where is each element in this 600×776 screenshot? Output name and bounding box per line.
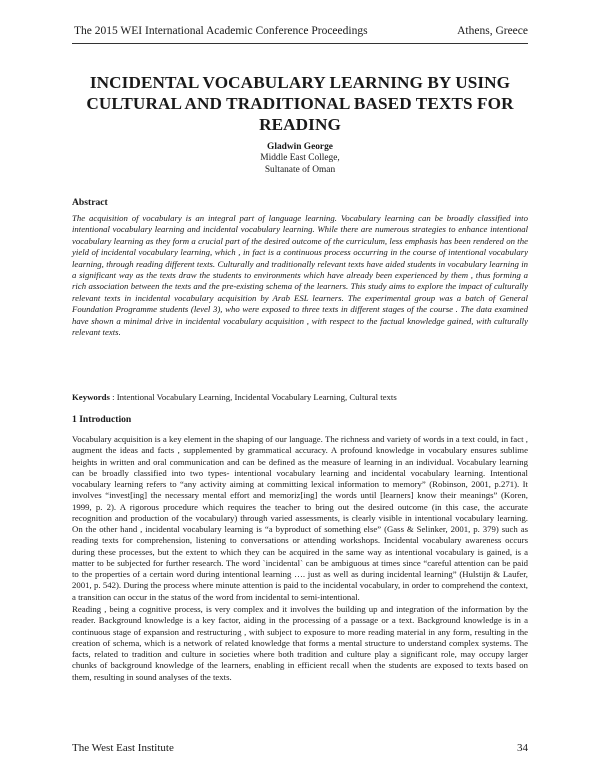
author-name: Gladwin George xyxy=(267,142,333,152)
paper-title: INCIDENTAL VOCABULARY LEARNING BY USING CULTURAL AND TRADITIONAL BASED TEXTS FOR READING xyxy=(86,73,514,134)
abstract-heading: Abstract xyxy=(72,197,108,208)
footer-publisher: The West East Institute xyxy=(72,742,174,754)
introduction-paragraph-2: Reading , being a cognitive process, is very complex and it involves the building up and integration of the information by the reader. Background knowledge is a key factor, aiding in the processing of a passage or a text. Background knowledge is in a continuous stage of expansion and restructuring , with subject to exposure to more reading material in any form, resulting in the creation of schema, which is a network of related knowledge that forms a mental structure to understand complex systems. The facts, related to tradition and culture in societies where both tradition and culture play a significant role, may occupy larger chunks of background knowledge of the learners, enabling in efficient recall when the students are exposed to texts based on them, resulting in sound analyses of the texts. xyxy=(72,604,528,682)
abstract-text: The acquisition of vocabulary is an integral part of language learning. Vocabulary learning can be broadly classified into intentional vocabulary learning and incidental vocabulary learning. While there are numerous strategies to enhance intentional vocabulary learning as they form a crucial part of the desired outcome of the curriculum, less emphasis has been rendered on the yield of incidental vocabulary learning, which , in fact is a continuous process occurring in the course of intentional vocabulary learning, through reading different texts. Culturally and traditionally relevant texts have aided students in vocabulary learning in a significant way as the texts draw the students to environments which have already been experienced by them , thus forming a rich association between the texts and the pre-existing schema of the learners. This study aims to explore the impact of culturally relevant texts in incidental vocabulary acquisition by Arab ESL learners. The experimental group was a batch of General Foundation Programme students (level 3), who were exposed to three texts in different stages of the course . The data examined have shown a minimal drive in incidental vocabulary acquisition , with respect to the factual knowledge gained, with culturally relevant texts. xyxy=(72,213,528,338)
introduction-paragraph-1: Vocabulary acquisition is a key element in the shaping of our language. The richness and variety of words in a text could, in fact , augment the ideas and facts , supplemented by grammatical accuracy. A profound knowledge in vocabulary ensures sublime heights in written and oral communication and can be defined as the measure of learning in an individual. Vocabulary learning can be broadly classified into two types- intentional vocabulary learning and incidental vocabulary learning. Intentional vocabulary learning refers to “any activity aiming at committing lexical information to memory” (Robinson, 2001, p.271). It involves “invest[ing] the necessary mental effort and memoriz[ing] the words until [learners] know their meanings” (Koren, 1999, p. 2). A rigorous procedure which requires the teacher to bring out the desired outcome (in this case, the accurate recognition and production of the vocabulary) through varied assessments, is clearly visible in intentional vocabulary learning. On the other hand , incidental vocabulary learning is “a byproduct of something else” (Gass & Selinker, 2001, p. 379) such as reading texts for comprehension, listening to conversations or attending workshops. Incidental vocabulary awareness occurs during these processes, but the extent to which they can be acquired in the same way as intentional vocabulary is gained, is a matter to be subjected for further research. The word `incidental` can be ambiguous at times since “careful attention can be paid to the properties of a certain word during intentional learning …. just as well as during incidental learning” (Hulstijn & Laufer, 2001, p. 542). During the process where minute attention is paid to the incidental vocabulary, in order to comprehend the context, a transition can occur in the status of the word from incidental to semi-intentional. xyxy=(72,434,528,602)
page-number: 34 xyxy=(517,742,528,754)
author-location: Sultanate of Oman xyxy=(264,164,336,175)
keywords xyxy=(72,392,528,403)
header-location: Athens, Greece xyxy=(457,25,528,37)
running-header xyxy=(74,22,528,40)
header-divider xyxy=(72,43,528,44)
keywords-list: : Intentional Vocabulary Learning, Incidental Vocabulary Learning, Cultural texts xyxy=(109,392,397,402)
author-block xyxy=(72,142,528,176)
keywords-label: Keywords xyxy=(72,392,110,402)
header-conference: The 2015 WEI International Academic Conference Proceedings xyxy=(74,25,368,37)
section-heading-introduction: 1 Introduction xyxy=(72,414,132,425)
author-affiliation: Middle East College, xyxy=(260,153,340,164)
page-footer xyxy=(72,740,528,756)
